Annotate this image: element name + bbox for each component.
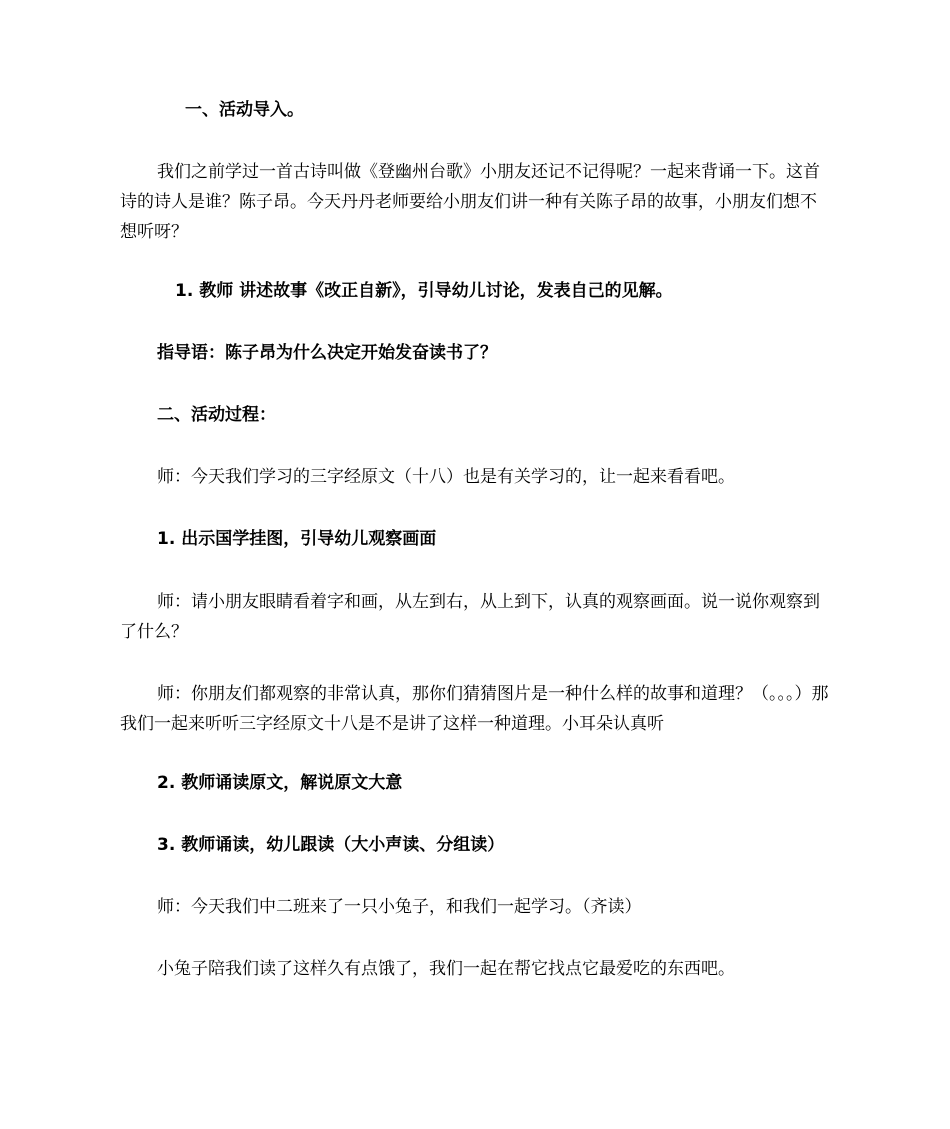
- heading-activity-process: 二、活动过程：: [157, 405, 276, 425]
- teacher-rabbit-text: 师：今天我们中二班来了一只小兔子，和我们一起学习。（齐读）: [157, 897, 642, 917]
- teacher-intro-text: 师：今天我们学习的三字经原文（十八）也是有关学习的，让一起来看看吧。: [157, 467, 735, 487]
- step-recite: 2. 教师诵读原文，解说原文大意: [157, 773, 403, 793]
- teacher-observe-paragraph: 师：请小朋友眼睛看着字和画，从左到右，从上到下，认真的观察画面。说一说你观察到了什么？: [120, 592, 820, 642]
- intro-paragraph: 我们之前学过一首古诗叫做《登幽州台歌》小朋友还记不记得呢？一起来背诵一下。这首诗的诗人是谁？陈子昂。今天丹丹老师要给小朋友们讲一种有关陈子昂的故事，小朋友们想不想听呀？: [120, 162, 820, 242]
- step-picture: 1. 出示国学挂图，引导幼儿观察画面: [157, 529, 437, 549]
- teacher-guess-paragraph: 师：你朋友们都观察的非常认真，那你们猜猜图片是一种什么样的故事和道理？（。。。）那我们一起来听听三字经原文十八是不是讲了这样一种道理。小耳朵认真听: [120, 684, 829, 734]
- rabbit-hungry-text: 小兔子陪我们读了这样久有点饿了，我们一起在帮它找点它最爱吃的东西吧。: [157, 959, 735, 979]
- step-follow-reading: 3. 教师诵读，幼儿跟读（大小声读、分组读）: [157, 835, 505, 855]
- guide-question: 指导语：陈子昂为什么决定开始发奋读书了？: [157, 343, 497, 363]
- step-story: 1. 教师 讲述故事《改正自新》，引导幼儿讨论，发表自己的见解。: [175, 281, 673, 301]
- heading-activity-intro: 一、活动导入。: [185, 100, 304, 120]
